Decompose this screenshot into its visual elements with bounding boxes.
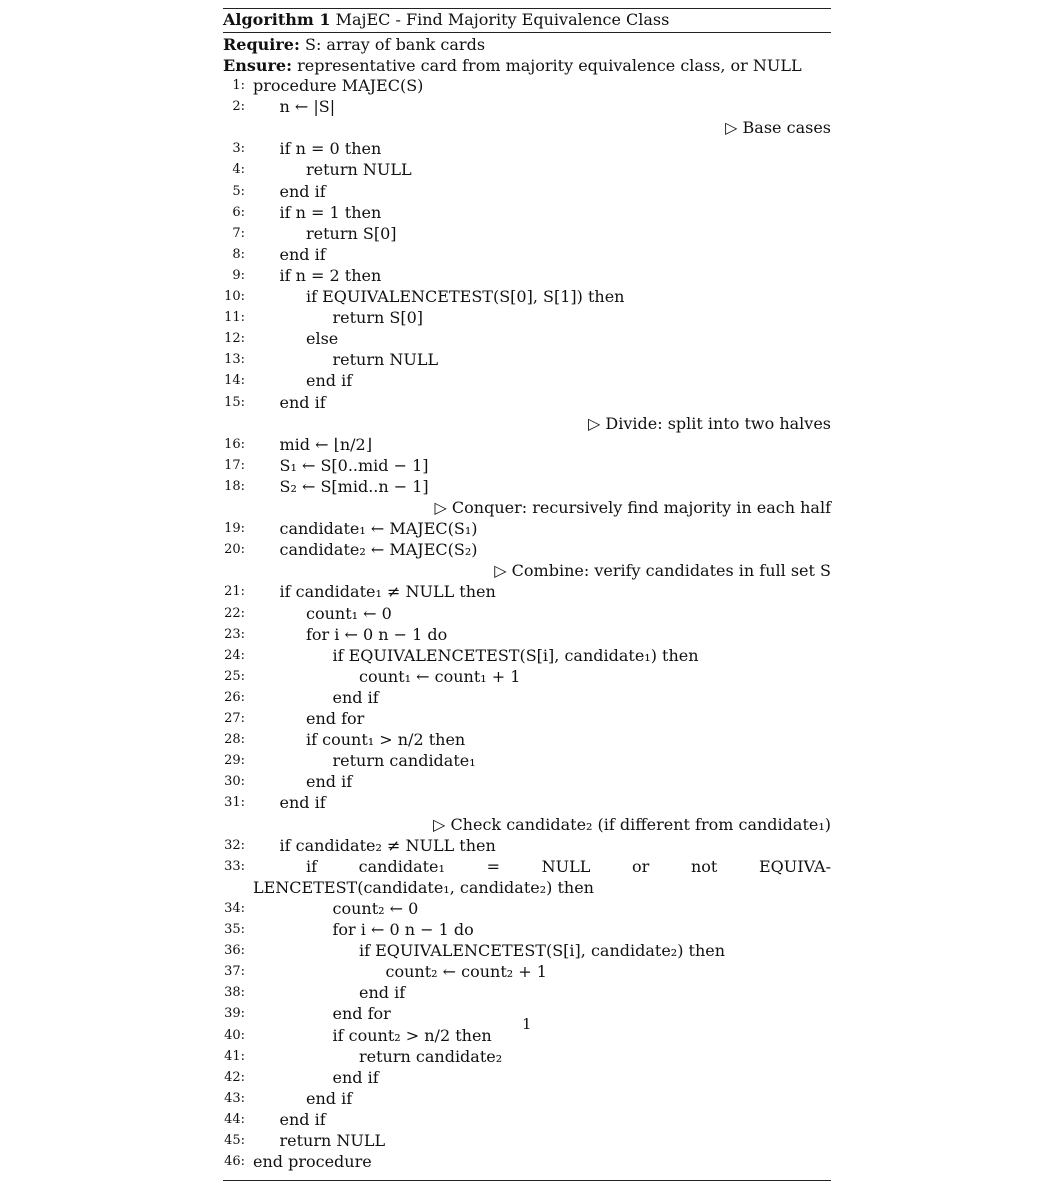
code-line [223, 1151, 831, 1172]
ensure-text: representative card from majority equivalence class, or NULL [297, 56, 802, 75]
comment-line [223, 497, 831, 518]
code-line [223, 603, 831, 624]
line-code: count₁ ← count₁ + 1 [359, 666, 521, 686]
line-number: 28: [224, 732, 245, 748]
code-line [223, 286, 831, 307]
line-code: end if [359, 983, 406, 1003]
code-line [223, 138, 831, 159]
line-comment: ▷ Combine: verify candidates in full set S [494, 561, 831, 581]
line-number: 8: [232, 246, 245, 262]
line-code: end if [279, 793, 326, 813]
line-code: if candidate₁ ≠ NULL then [279, 582, 496, 602]
code-line [223, 771, 831, 792]
line-number: 21: [224, 584, 245, 600]
code-line [223, 919, 831, 940]
line-number: 38: [224, 985, 245, 1001]
caption-title: MajEC - Find Majority Equivalence Class [335, 10, 670, 29]
code-line [223, 792, 831, 813]
line-number: 13: [224, 352, 245, 368]
bottom-rule [223, 1180, 831, 1181]
line-number: 43: [224, 1090, 245, 1106]
code-line [223, 856, 831, 877]
code-line [223, 434, 831, 455]
line-code: end if [306, 1088, 353, 1108]
code-line [223, 624, 831, 645]
line-number: 10: [224, 289, 245, 304]
line-code: end if [279, 392, 326, 412]
comment-line [223, 117, 831, 138]
line-code: else [306, 329, 339, 349]
line-code: for i ← 0 n − 1 do [332, 920, 474, 939]
line-number: 5: [232, 183, 245, 199]
comment-line [223, 560, 831, 581]
line-number: 45: [224, 1133, 245, 1148]
caption-rule [223, 32, 831, 33]
line-comment: ▷ Check candidate₂ (if different from candidate₁) [433, 814, 831, 834]
line-code: end if [306, 371, 353, 391]
line-number: 33: [224, 858, 245, 874]
code-line [223, 1109, 831, 1130]
line-code: end procedure [253, 1152, 372, 1172]
line-comment: ▷ Conquer: recursively find majority in each half [434, 498, 831, 517]
line-code: for i ← 0 n − 1 do [306, 624, 448, 644]
line-number: 18: [224, 478, 245, 494]
algorithm-block [223, 8, 831, 76]
code-line [223, 181, 831, 202]
line-number: 12: [224, 331, 245, 347]
code-line [223, 645, 831, 666]
line-number: 32: [224, 837, 245, 853]
line-code: if n = 2 then [279, 265, 382, 285]
code-line [223, 307, 831, 328]
ensure-line [223, 55, 831, 76]
line-number: 19: [224, 521, 245, 537]
code-line [223, 1088, 831, 1109]
require-label: Require: [223, 35, 300, 54]
line-code: n ← |S| [279, 97, 336, 117]
line-code: procedure MAJEC(S) [253, 76, 424, 95]
line-code: end if [279, 244, 326, 264]
line-code: end for [306, 709, 365, 728]
line-code: end if [279, 181, 326, 201]
line-code: if EQUIVALENCETEST(S[0], S[1]) then [306, 287, 625, 306]
require-text: S: array of bank cards [304, 35, 486, 54]
line-code: return NULL [332, 350, 439, 370]
line-code: return NULL [306, 160, 412, 180]
line-number: 4: [232, 162, 245, 178]
code-line [223, 982, 831, 1003]
code-line [223, 96, 831, 117]
code-line [223, 877, 831, 898]
line-comment: ▷ Divide: split into two halves [588, 413, 831, 433]
line-code: return S[0] [332, 308, 424, 328]
line-number: 22: [224, 605, 245, 621]
line-number: 36: [224, 943, 245, 959]
line-code: S₂ ← S[mid..n − 1] [279, 476, 429, 496]
line-number: 31: [224, 795, 245, 811]
line-number: 24: [224, 647, 245, 663]
line-code: mid ← ⌊n/2⌋ [279, 434, 372, 454]
code-line [223, 202, 831, 223]
line-number: 34: [224, 900, 245, 916]
line-code: end if [306, 772, 353, 792]
code-line [223, 75, 831, 96]
line-code: if EQUIVALENCETEST(S[i], candidate₁) then [332, 645, 699, 665]
line-number: 1: [232, 78, 245, 93]
line-number: 9: [232, 267, 245, 283]
line-number: 27: [224, 711, 245, 726]
line-number: 7: [232, 225, 245, 241]
line-code: if EQUIVALENCETEST(S[i], candidate₂) then [359, 941, 726, 961]
line-code: end if [332, 687, 379, 707]
code-line [223, 1067, 831, 1088]
line-number: 42: [224, 1069, 245, 1085]
caption-label: Algorithm 1 [223, 10, 331, 29]
line-number: 17: [224, 457, 245, 473]
code-line [223, 244, 831, 265]
line-number: 23: [224, 626, 245, 642]
code-line [223, 392, 831, 413]
line-number: 39: [224, 1006, 245, 1022]
comment-line [223, 413, 831, 434]
line-number: 37: [224, 964, 245, 980]
line-code: count₁ ← 0 [306, 603, 392, 623]
line-code: if count₁ > n/2 then [306, 730, 466, 750]
code-line [223, 581, 831, 602]
code-line [223, 349, 831, 370]
line-code: end if [332, 1067, 379, 1087]
code-line [223, 835, 831, 856]
page-number: 1 [522, 1015, 532, 1033]
code-line [223, 961, 831, 982]
comment-line [223, 814, 831, 835]
code-line [223, 455, 831, 476]
code-line [223, 729, 831, 750]
code-line [223, 1046, 831, 1067]
ensure-label: Ensure: [223, 56, 292, 75]
require-line [223, 34, 831, 55]
code-line [223, 666, 831, 687]
line-code: if n = 0 then [279, 139, 382, 159]
line-code: return candidate₂ [359, 1046, 503, 1066]
code-line [223, 898, 831, 919]
algorithm-caption [223, 9, 831, 30]
line-code: return NULL [279, 1131, 386, 1150]
line-number: 40: [224, 1027, 245, 1043]
code-line [223, 370, 831, 391]
line-code: candidate₂ ← MAJEC(S₂) [279, 540, 478, 560]
code-line [223, 223, 831, 244]
line-code: candidate₁ ← MAJEC(S₁) [279, 519, 478, 539]
code-line [223, 708, 831, 729]
line-number: 35: [224, 922, 245, 937]
line-code: count₂ ← 0 [332, 898, 419, 918]
line-number: 2: [232, 99, 245, 115]
line-comment: ▷ Base cases [725, 118, 831, 138]
line-number: 30: [224, 774, 245, 790]
code-line [223, 687, 831, 708]
line-code: end if [279, 1109, 326, 1129]
line-code: LENCETEST(candidate₁, candidate₂) then [253, 877, 594, 897]
code-line [223, 328, 831, 349]
line-number: 29: [224, 753, 245, 769]
line-code: if count₂ > n/2 then [332, 1025, 492, 1045]
code-line [223, 159, 831, 180]
line-number: 3: [232, 141, 245, 157]
line-number: 26: [224, 689, 245, 705]
line-number: 20: [224, 542, 245, 558]
line-number: 25: [224, 668, 245, 684]
line-number: 11: [224, 310, 245, 326]
code-line [223, 265, 831, 286]
code-line [223, 940, 831, 961]
line-number: 16: [224, 436, 245, 452]
line-code: return S[0] [306, 223, 397, 243]
line-code: S₁ ← S[0..mid − 1] [279, 455, 429, 475]
code-line [223, 750, 831, 771]
line-number: 44: [224, 1111, 245, 1127]
code-line [223, 476, 831, 497]
line-number: 14: [224, 373, 245, 389]
line-code: end for [332, 1004, 391, 1024]
code-line [223, 518, 831, 539]
line-number: 15: [224, 394, 245, 410]
code-line [223, 539, 831, 560]
line-code: if candidate₂ ≠ NULL then [279, 835, 496, 855]
line-number: 6: [232, 204, 245, 220]
line-code: if n = 1 then [279, 202, 382, 222]
line-code: if candidate₁ = NULL or not EQUIVA- [306, 856, 831, 876]
line-code: count₂ ← count₂ + 1 [385, 962, 547, 982]
line-code: return candidate₁ [332, 751, 476, 771]
code-line [223, 1130, 831, 1151]
line-number: 46: [224, 1154, 245, 1170]
line-number: 41: [224, 1048, 245, 1064]
